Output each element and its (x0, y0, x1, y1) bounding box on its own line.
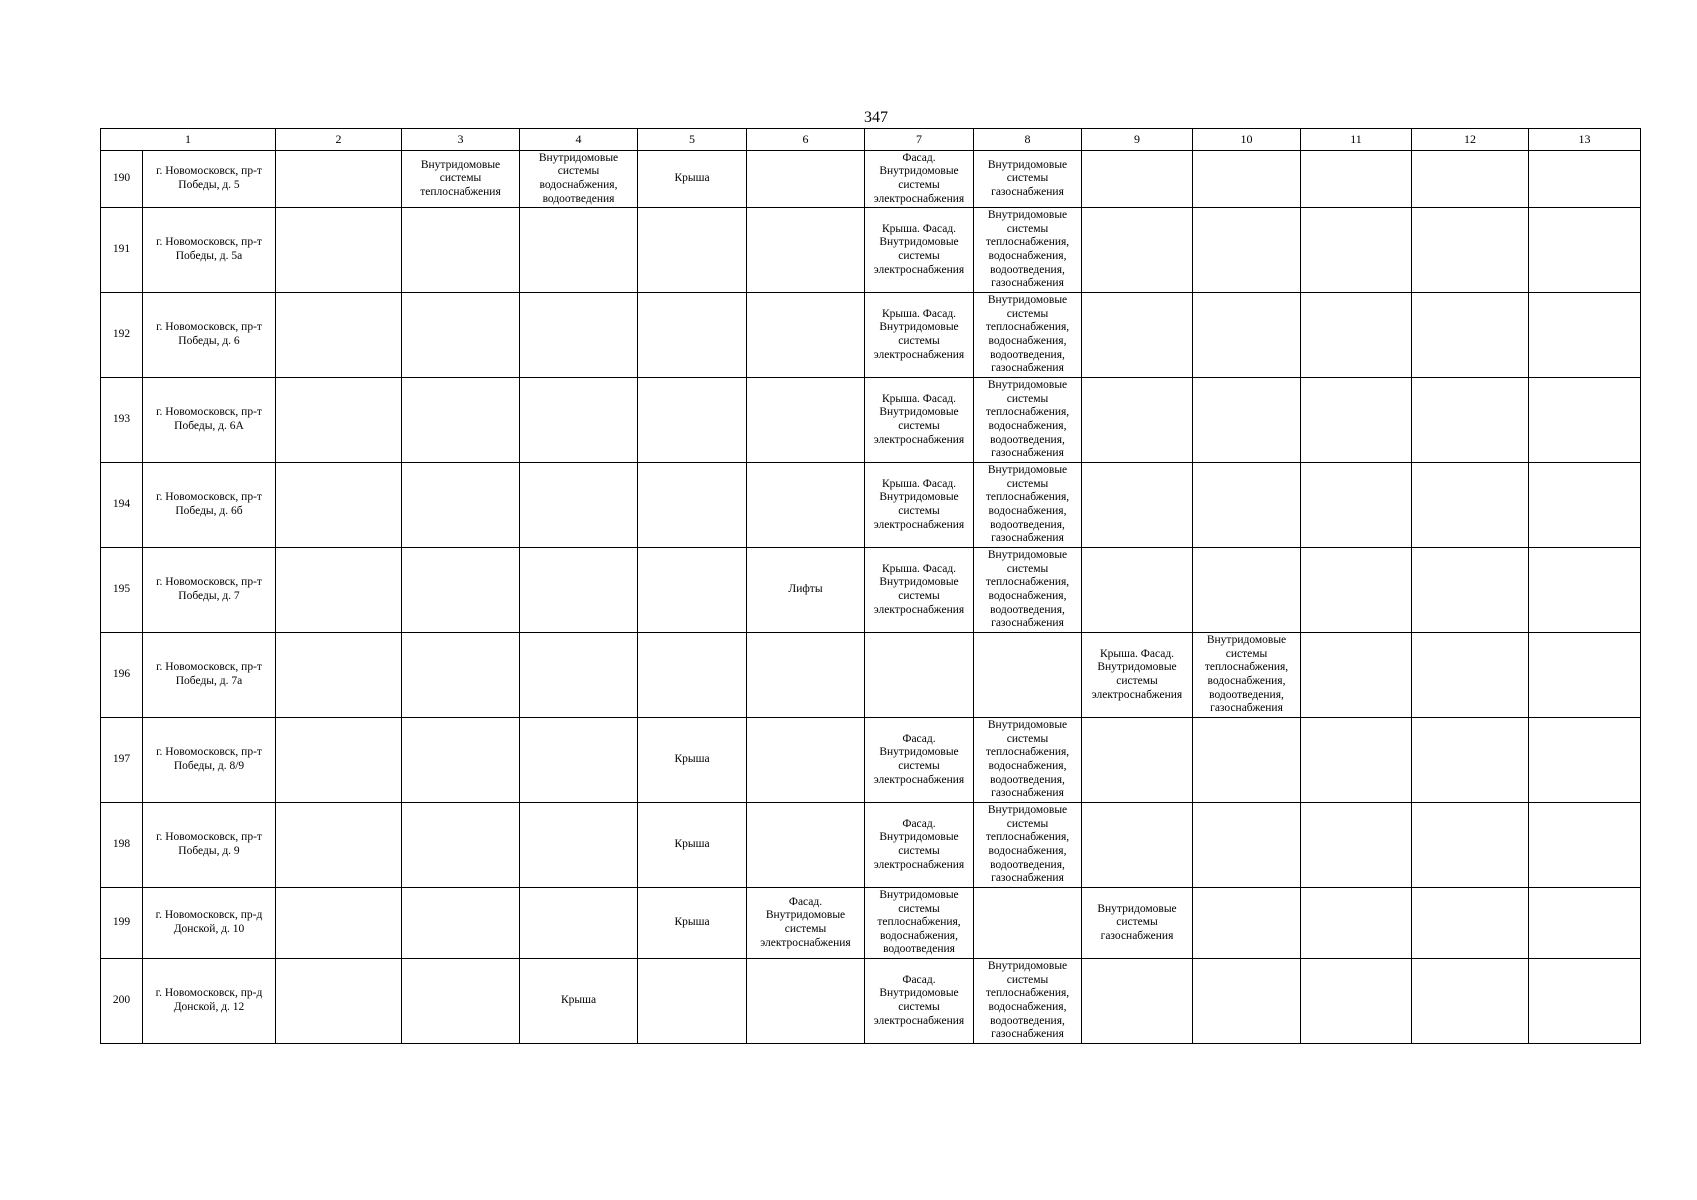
table-cell: Фасад. Внутридомовые системы электроснабжения (865, 803, 974, 888)
table-cell: Крыша. Фасад. Внутридомовые системы электроснабжения (865, 463, 974, 548)
table-cell (1193, 151, 1301, 208)
table-cell: Фасад. Внутридомовые системы электроснабжения (865, 718, 974, 803)
table-cell (1412, 463, 1529, 548)
table-cell (520, 293, 638, 378)
table-cell (276, 803, 402, 888)
table-cell (1412, 718, 1529, 803)
table-cell (402, 718, 520, 803)
table-row (101, 151, 1641, 208)
column-header: 2 (276, 129, 402, 151)
table-cell (1193, 378, 1301, 463)
table-cell: Внутридомовые системы теплоснабжения, водоснабжения, водоотведения, газоснабжения (974, 293, 1082, 378)
table-cell: Внутридомовые системы газоснабжения (1082, 888, 1193, 959)
table-cell (747, 633, 865, 718)
table-cell (747, 718, 865, 803)
page-number: 347 (864, 109, 888, 126)
address-cell: г. Новомосковск, пр-т Победы, д. 5а (143, 208, 276, 293)
table-cell: Внутридомовые системы теплоснабжения, водоснабжения, водоотведения, газоснабжения (974, 959, 1082, 1044)
table-cell (1412, 888, 1529, 959)
table-cell (1082, 548, 1193, 633)
row-number: 190 (101, 151, 143, 208)
table-cell: Крыша (638, 718, 747, 803)
column-header: 13 (1529, 129, 1641, 151)
table-cell (1301, 718, 1412, 803)
table-cell (276, 888, 402, 959)
table-cell (1193, 803, 1301, 888)
table-cell (747, 378, 865, 463)
table-cell (1082, 151, 1193, 208)
column-header: 3 (402, 129, 520, 151)
table-cell (1193, 548, 1301, 633)
table-cell (1193, 293, 1301, 378)
table-cell (402, 293, 520, 378)
table-cell: Крыша. Фасад. Внутридомовые системы электроснабжения (865, 208, 974, 293)
address-cell: г. Новомосковск, пр-т Победы, д. 7 (143, 548, 276, 633)
table-cell (1301, 151, 1412, 208)
table-cell (865, 633, 974, 718)
column-header: 11 (1301, 129, 1412, 151)
column-header: 5 (638, 129, 747, 151)
table-cell: Крыша (638, 151, 747, 208)
table-cell (402, 888, 520, 959)
table-cell: Крыша. Фасад. Внутридомовые системы электроснабжения (1082, 633, 1193, 718)
table-cell (1193, 463, 1301, 548)
table-cell (276, 463, 402, 548)
address-cell: г. Новомосковск, пр-т Победы, д. 6 (143, 293, 276, 378)
table-cell (747, 293, 865, 378)
table-cell (276, 718, 402, 803)
row-number: 194 (101, 463, 143, 548)
table-cell (1529, 803, 1641, 888)
table-cell (402, 959, 520, 1044)
table-cell (638, 378, 747, 463)
table-cell (1529, 633, 1641, 718)
table-cell (1412, 803, 1529, 888)
table-cell (1301, 378, 1412, 463)
table-cell (1529, 463, 1641, 548)
table-cell (276, 548, 402, 633)
table-cell: Внутридомовые системы теплоснабжения, водоснабжения, водоотведения, газоснабжения (974, 463, 1082, 548)
table-row (101, 803, 1641, 888)
table-cell: Фасад. Внутридомовые системы электроснабжения (865, 151, 974, 208)
table-cell (402, 208, 520, 293)
table-cell (520, 548, 638, 633)
table-cell: Внутридомовые системы теплоснабжения, водоснабжения, водоотведения, газоснабжения (1193, 633, 1301, 718)
table-row (101, 718, 1641, 803)
table-cell: Фасад. Внутридомовые системы электроснабжения (865, 959, 974, 1044)
address-cell: г. Новомосковск, пр-т Победы, д. 5 (143, 151, 276, 208)
table-cell (1529, 888, 1641, 959)
column-header: 6 (747, 129, 865, 151)
table-cell: Внутридомовые системы теплоснабжения, водоснабжения, водоотведения, газоснабжения (974, 803, 1082, 888)
table-cell (402, 803, 520, 888)
table-row (101, 378, 1641, 463)
address-cell: г. Новомосковск, пр-т Победы, д. 9 (143, 803, 276, 888)
table-cell (1193, 208, 1301, 293)
table-cell (1529, 718, 1641, 803)
row-number: 200 (101, 959, 143, 1044)
table-cell (1412, 293, 1529, 378)
table-cell (520, 208, 638, 293)
column-header: 7 (865, 129, 974, 151)
table-cell (1529, 293, 1641, 378)
table-cell (1193, 888, 1301, 959)
table-cell: Фасад. Внутридомовые системы электроснабжения (747, 888, 865, 959)
table-cell (747, 463, 865, 548)
table-cell (276, 633, 402, 718)
table-row (101, 959, 1641, 1044)
address-cell: г. Новомосковск, пр-д Донской, д. 10 (143, 888, 276, 959)
table-row (101, 888, 1641, 959)
table-cell (747, 208, 865, 293)
table-cell (520, 803, 638, 888)
address-cell: г. Новомосковск, пр-т Победы, д. 6А (143, 378, 276, 463)
table-cell (1529, 548, 1641, 633)
row-number: 198 (101, 803, 143, 888)
address-cell: г. Новомосковск, пр-т Победы, д. 7а (143, 633, 276, 718)
column-header: 8 (974, 129, 1082, 151)
column-header: 12 (1412, 129, 1529, 151)
table-cell (1082, 378, 1193, 463)
column-number-header-row (101, 129, 1641, 151)
table-cell (276, 208, 402, 293)
table-cell (276, 151, 402, 208)
table-cell: Крыша. Фасад. Внутридомовые системы электроснабжения (865, 378, 974, 463)
table-cell (1082, 463, 1193, 548)
table-cell (402, 378, 520, 463)
table-cell (276, 293, 402, 378)
table-cell (1082, 959, 1193, 1044)
table-cell (638, 293, 747, 378)
table-cell (974, 633, 1082, 718)
table-cell (520, 888, 638, 959)
table-cell (1529, 208, 1641, 293)
table-cell: Внутридомовые системы теплоснабжения, водоснабжения, водоотведения, газоснабжения (974, 208, 1082, 293)
table-cell (638, 633, 747, 718)
table-cell (638, 463, 747, 548)
table-cell: Внутридомовые системы теплоснабжения, водоснабжения, водоотведения, газоснабжения (974, 718, 1082, 803)
table-cell: Крыша (638, 803, 747, 888)
table-cell: Крыша. Фасад. Внутридомовые системы электроснабжения (865, 293, 974, 378)
table-cell (1193, 959, 1301, 1044)
table-cell (1301, 959, 1412, 1044)
table-cell (747, 151, 865, 208)
table-cell: Крыша. Фасад. Внутридомовые системы электроснабжения (865, 548, 974, 633)
table-cell (1082, 718, 1193, 803)
repair-schedule-table (100, 128, 1641, 1044)
table-cell (520, 718, 638, 803)
column-header: 9 (1082, 129, 1193, 151)
table-cell (1193, 718, 1301, 803)
table-row (101, 293, 1641, 378)
column-header: 4 (520, 129, 638, 151)
table-cell (638, 959, 747, 1044)
address-cell: г. Новомосковск, пр-д Донской, д. 12 (143, 959, 276, 1044)
table-cell (276, 378, 402, 463)
table-cell: Внутридомовые системы газоснабжения (974, 151, 1082, 208)
table-cell (1301, 208, 1412, 293)
table-cell (1301, 803, 1412, 888)
table-cell (402, 548, 520, 633)
table-cell (1301, 888, 1412, 959)
table-cell (402, 633, 520, 718)
table-cell (1412, 151, 1529, 208)
table-cell: Внутридомовые системы теплоснабжения, водоснабжения, водоотведения (865, 888, 974, 959)
table-cell (747, 803, 865, 888)
table-cell (1412, 633, 1529, 718)
table-cell (1529, 959, 1641, 1044)
table-row (101, 208, 1641, 293)
row-number: 193 (101, 378, 143, 463)
table-cell (1301, 633, 1412, 718)
row-number: 196 (101, 633, 143, 718)
table-cell (1301, 463, 1412, 548)
table-cell (520, 378, 638, 463)
table-cell: Крыша (520, 959, 638, 1044)
row-number: 191 (101, 208, 143, 293)
table-cell (638, 208, 747, 293)
table-cell (1082, 803, 1193, 888)
table-cell (638, 548, 747, 633)
table-cell (1082, 208, 1193, 293)
table-cell (1412, 378, 1529, 463)
table-cell (1412, 548, 1529, 633)
table-cell (1529, 151, 1641, 208)
row-number: 192 (101, 293, 143, 378)
table-cell (1412, 959, 1529, 1044)
table-cell (276, 959, 402, 1044)
table-cell: Внутридомовые системы теплоснабжения, водоснабжения, водоотведения, газоснабжения (974, 378, 1082, 463)
table-cell (520, 633, 638, 718)
table-row (101, 548, 1641, 633)
table-cell: Внутридомовые системы теплоснабжения, водоснабжения, водоотведения, газоснабжения (974, 548, 1082, 633)
table-cell: Крыша (638, 888, 747, 959)
table-cell: Внутридомовые системы водоснабжения, водоотведения (520, 151, 638, 208)
table-row (101, 463, 1641, 548)
table-cell: Лифты (747, 548, 865, 633)
row-number: 197 (101, 718, 143, 803)
column-header: 1 (101, 129, 276, 151)
table-cell: Внутридомовые системы теплоснабжения (402, 151, 520, 208)
column-header: 10 (1193, 129, 1301, 151)
address-cell: г. Новомосковск, пр-т Победы, д. 8/9 (143, 718, 276, 803)
table-cell (520, 463, 638, 548)
row-number: 199 (101, 888, 143, 959)
table-cell (1301, 293, 1412, 378)
table-cell (1082, 293, 1193, 378)
address-cell: г. Новомосковск, пр-т Победы, д. 6б (143, 463, 276, 548)
table-cell (974, 888, 1082, 959)
table-row (101, 633, 1641, 718)
row-number: 195 (101, 548, 143, 633)
table-cell (747, 959, 865, 1044)
table-cell (1412, 208, 1529, 293)
table-cell (1301, 548, 1412, 633)
table-cell (1529, 378, 1641, 463)
table-cell (402, 463, 520, 548)
